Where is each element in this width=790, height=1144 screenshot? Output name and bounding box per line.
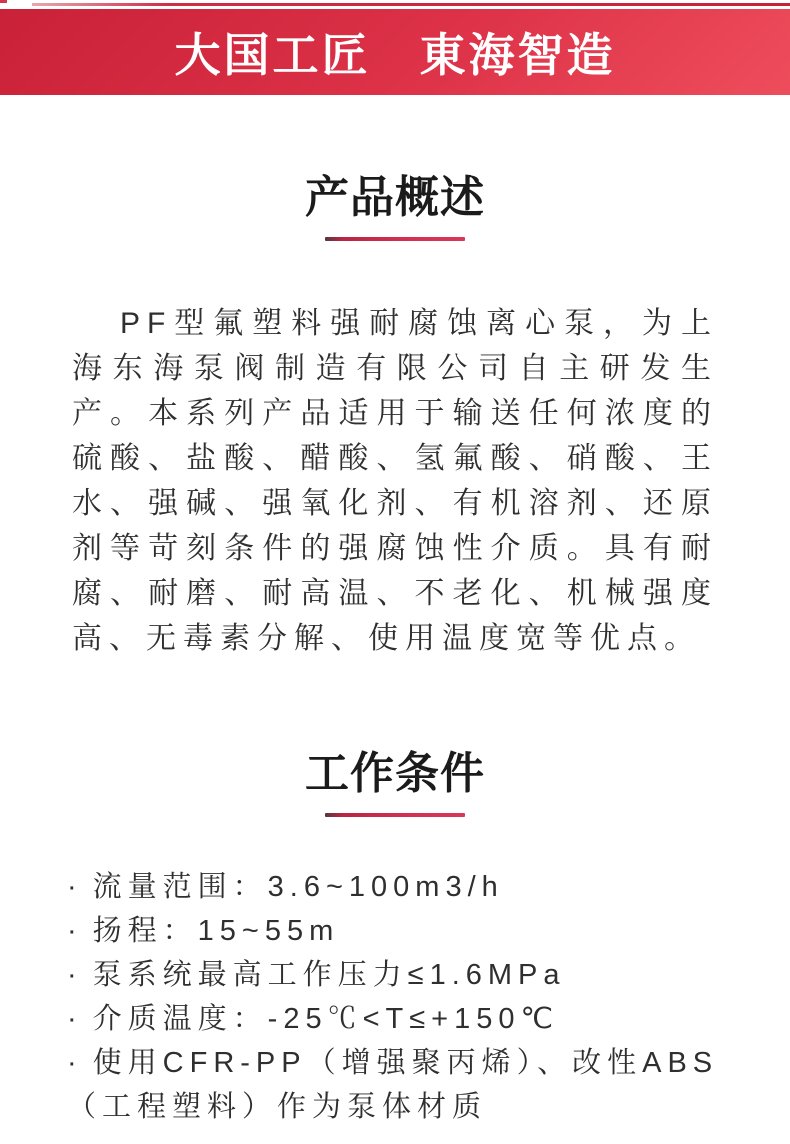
top-red-line [32,3,790,6]
bullet-dot: · [67,1003,83,1035]
condition-text: 流量范围：3.6~100m3/h [92,871,504,903]
list-item [67,865,723,909]
overview-title-underline [325,237,465,241]
overview-paragraph: PF型氟塑料强耐腐蚀离心泵，为上海东海泵阀制造有限公司自主研发生产。本系列产品适用于输送任何浓度的硫酸、盐酸、醋酸、氢氟酸、硝酸、王水、强碱、强氧化剂、有机溶剂、还原剂等苛刻条件的强腐蚀性介质。具有耐腐、耐磨、耐高温、不老化、机械强度高、无毒素分解、使用温度宽等优点。 [72,307,718,655]
header-banner [0,9,790,95]
conditions-title-underline [325,813,465,817]
conditions-list [67,865,723,1129]
list-item [67,909,723,953]
condition-text: 使用CFR-PP（增强聚丙烯）、改性ABS（工程塑料）作为泵体材质 [67,1047,719,1123]
top-left-red-mark [0,0,7,3]
top-decoration-strip [0,0,790,9]
section-title-conditions: 工作条件 [305,749,485,798]
list-item [67,1041,723,1129]
list-item [67,953,723,997]
bullet-dot: · [67,871,83,903]
section-title-overview: 产品概述 [305,173,485,222]
bullet-dot: · [67,915,83,947]
banner-title: 大国工匠 東海智造 [174,29,616,81]
list-item [67,997,723,1041]
condition-text: 扬程：15~55m [92,915,340,947]
condition-text: 泵系统最高工作压力≤1.6MPa [92,959,566,991]
bullet-dot: · [67,1047,83,1079]
bullet-dot: · [67,959,83,991]
condition-text: 介质温度：-25℃<T≤+150℃ [92,1003,560,1035]
